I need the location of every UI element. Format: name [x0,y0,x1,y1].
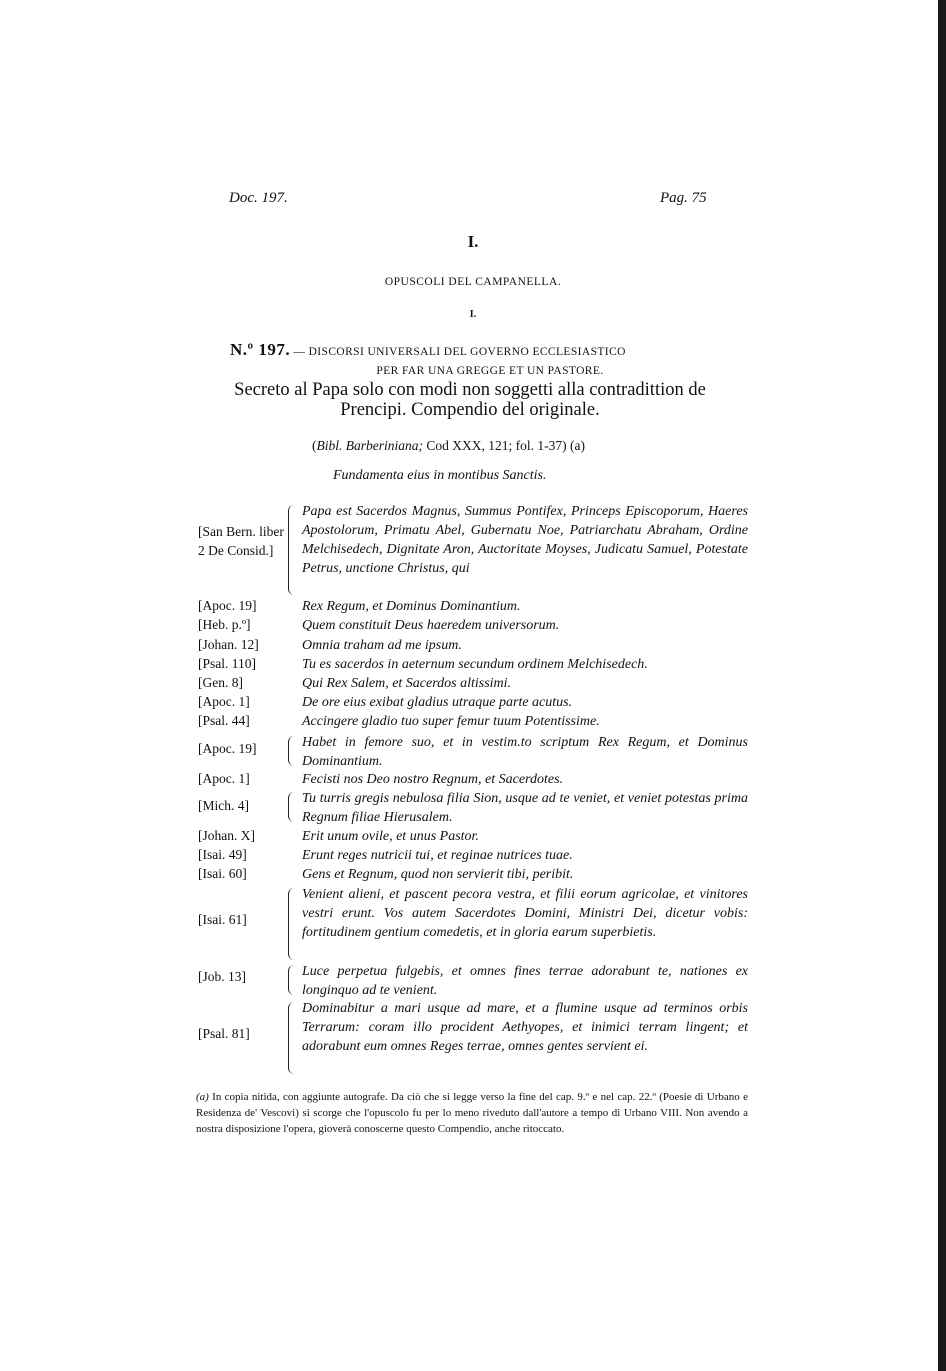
scan-edge [938,0,946,1371]
source-citation [312,438,585,454]
part-number: I. [467,232,479,251]
quotation: Fecisti nos Deo nostro Regnum, et Sacerdotes. [302,772,564,787]
scripture-ref: [Apoc. 19] [198,598,257,613]
scripture-ref: [Johan. X] [198,828,255,843]
section-title: OPUSCOLI DEL CAMPANELLA. [384,276,562,288]
sub-number: I. [469,309,477,320]
document-title-line1: — DISCORSI UNIVERSALI DEL GOVERNO ECCLESIASTICO [293,346,626,358]
scripture-ref: [Isai. 60] [198,866,247,881]
quotation: Omnia traham ad me ipsum. [302,638,462,653]
brace [288,965,294,995]
quotation: Tu es sacerdos in aeternum secundum ordinem Melchisedech. [302,657,648,672]
scripture-ref: [Isai. 49] [198,847,247,862]
document-title [230,340,720,381]
scripture-ref: [Apoc. 19] [198,741,257,756]
footnote [196,1089,748,1137]
quotation: Accingere gladio tuo super femur tuum Potentissime. [302,714,600,729]
quotation: Habet in femore suo, et in vestim.to scriptum Rex Regum, et Dominus Dominantium. [302,735,748,769]
brace [288,736,294,766]
quotation: Papa est Sacerdos Magnus, Summus Pontifex, Princeps Episcoporum, Haeres Apostolorum, Primatu Abel, Gubernatu Noe, Patriarchatu Abraham, Ordine Melchisedech, Dignitate Aron, Auctoritate Moyses, Judicatu Samuel, Potestate Petrus, unctione Christus, qui [302,504,748,576]
scripture-ref: [Johan. 12] [198,637,259,652]
page-number: Pag. 75 [660,190,707,206]
quotation: Qui Rex Salem, et Sacerdos altissimi. [302,676,512,691]
scripture-ref: [Apoc. 1] [198,694,250,709]
document-number: N.º 197. [230,340,291,359]
footnote-mark: (a) [196,1091,209,1103]
scripture-ref: [Job. 13] [198,969,246,984]
scripture-ref: [Psal. 81] [198,1026,250,1041]
quotation: Tu turris gregis nebulosa filia Sion, usque ad te veniet, et veniet potestas prima Regnum filiae Hierusalem. [302,791,748,825]
source-library: Bibl. Barberiniana; [316,438,423,453]
scripture-ref: [Gen. 8] [198,675,243,690]
brace [288,888,294,960]
quotation: Dominabitur a mari usque ad mare, et a flumine usque ad terminos orbis Terrarum: coram illo procident Aethyopes, et inimici terram lingent; et adorabunt eum omnes Reges terrae, omnes gentes servient ei. [302,1001,748,1054]
quotation: Gens et Regnum, quod non servierit tibi, peribit. [302,867,574,882]
document-title-line2: PER FAR UNA GREGGE ET UN PASTORE. [376,365,604,377]
footnote-text: In copia nitida, con aggiunte autografe. Da ciò che si legge verso la fine del cap. 9.º e nel cap. 22.º (Poesie di Urbano e Residenza de' Vescovi) si scorge che l'opuscolo fu per lo meno riveduto dall'autore a tempo di Urbano VIII. Non avendo a nostra disposizione l'opera, gioverà conoscerne questo Compendio, anche ritoccato. [196,1091,749,1135]
quotation: Erit unum ovile, et unus Pastor. [302,829,479,844]
brace [288,1002,294,1074]
quotation: De ore eius exibat gladius utraque parte acutus. [302,695,573,710]
source-codex: Cod XXX, 121; fol. 1-37) (a) [423,438,585,453]
brace [288,505,294,595]
scripture-ref: [Heb. p.º] [198,617,251,632]
quotation: Quem constituit Deus haeredem universorum. [302,618,560,633]
quotation: Erunt reges nutricii tui, et reginae nutrices tuae. [302,848,573,863]
epigraph: Fundamenta eius in montibus Sanctis. [333,468,547,483]
source-open: ( [312,438,317,453]
running-header-doc: Doc. 197. [229,190,288,206]
scripture-ref: [Apoc. 1] [198,771,250,786]
brace [288,792,294,822]
scripture-ref: [Psal. 110] [198,656,256,671]
scripture-ref: [Isai. 61] [198,912,247,927]
quotation: Rex Regum, et Dominus Dominantium. [302,599,521,614]
quotation: Venient alieni, et pascent pecora vestra, et filii eorum agricolae, et vinitores vestri erunt. Vos autem Sacerdotes Domini, Ministri Dei, dicetur vobis: fortitudinem gentium comedetis, et in gloria earum superbietis. [302,887,748,940]
scripture-ref: [Psal. 44] [198,713,250,728]
quotation: Luce perpetua fulgebis, et omnes fines terrae adorabunt te, nationes ex longinquo ad te venient. [302,964,748,998]
document-subtitle: Secreto al Papa solo con modi non soggetti alla contradittion de Prencipi. Compendio del originale. [234,380,706,420]
scripture-ref: [Mich. 4] [198,798,249,813]
scripture-ref: [San Bern. liber 2 De Consid.] [198,524,284,558]
